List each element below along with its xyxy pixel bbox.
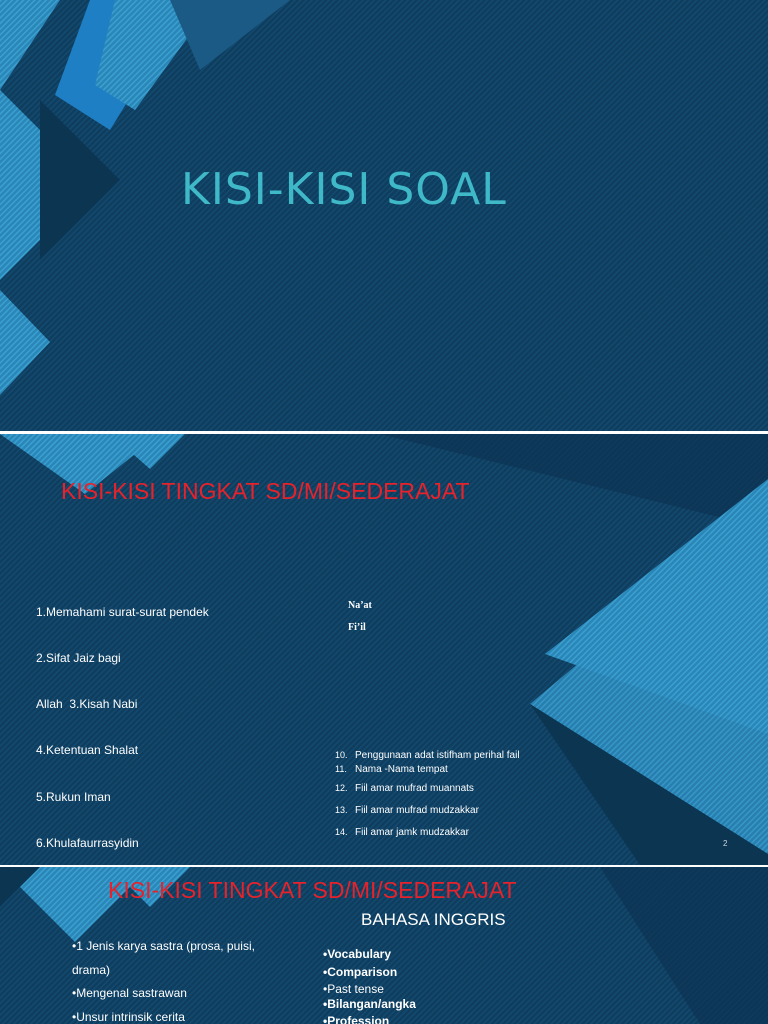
material-list	[36, 574, 209, 865]
list-item: •1 Jenis karya sastra (prosa, puisi, drama)	[72, 939, 255, 977]
list-item: 4.Ketentuan Shalat	[36, 743, 139, 758]
item-text: Fiil amar jamk mudzakkar	[355, 827, 469, 838]
arabic-term: Na’at	[348, 600, 372, 611]
list-item: Allah 3.Kisah Nabi	[36, 697, 138, 712]
list-item: •Comparison	[323, 964, 398, 979]
list-item: •Unsur intrinsik cerita	[72, 1009, 185, 1024]
slide-heading: KISI-KISI TINGKAT SD/MI/SEDERAJAT	[108, 877, 517, 903]
list-item: •Vocabulary	[323, 947, 392, 961]
arabic-list-item	[335, 805, 479, 816]
item-text: Nama -Nama tempat	[355, 764, 448, 775]
literature-list	[72, 935, 292, 1024]
item-number: 11.	[335, 764, 347, 774]
item-text: Fiil amar mufrad muannats	[355, 783, 474, 794]
list-item: •Mengenal sastrawan	[72, 986, 187, 1000]
page-number: 2	[723, 839, 728, 848]
arabic-list-item	[335, 827, 469, 838]
item-text: Penggunaan adat istifham perihal fail	[355, 750, 520, 761]
slide-bahasa-inggris	[0, 867, 768, 1024]
subject-subheading: BAHASA INGGRIS	[361, 910, 506, 929]
item-text: Fiil amar mufrad mudzakkar	[355, 805, 479, 816]
presentation-title: KISI-KISI SOAL	[181, 164, 507, 215]
item-number: 14.	[335, 827, 348, 837]
arabic-list-item	[335, 764, 448, 775]
list-item: •Past tense	[323, 982, 384, 996]
arabic-list-item	[335, 783, 474, 794]
list-item: •Profession	[323, 1014, 390, 1024]
list-item: 2.Sifat Jaiz bagi	[36, 651, 121, 666]
list-item: 6.Khulafaurrasyidin	[36, 835, 139, 850]
english-topics-list	[323, 946, 416, 1024]
item-number: 13.	[335, 805, 348, 815]
list-item: •Bilangan/angka	[323, 996, 416, 1011]
slide-title	[0, 0, 768, 431]
slide-heading: KISI-KISI TINGKAT SD/MI/SEDERAJAT	[61, 478, 470, 504]
list-item: 5.Rukun Iman	[36, 789, 111, 804]
item-number: 10.	[335, 750, 348, 760]
list-item: 1.Memahami surat-surat pendek	[36, 604, 209, 619]
item-number: 12.	[335, 783, 348, 793]
slide-sd-mi	[0, 434, 768, 865]
slide-background-decor	[0, 0, 768, 431]
arabic-list-item	[335, 750, 520, 761]
arabic-term: Fi’il	[348, 622, 366, 633]
